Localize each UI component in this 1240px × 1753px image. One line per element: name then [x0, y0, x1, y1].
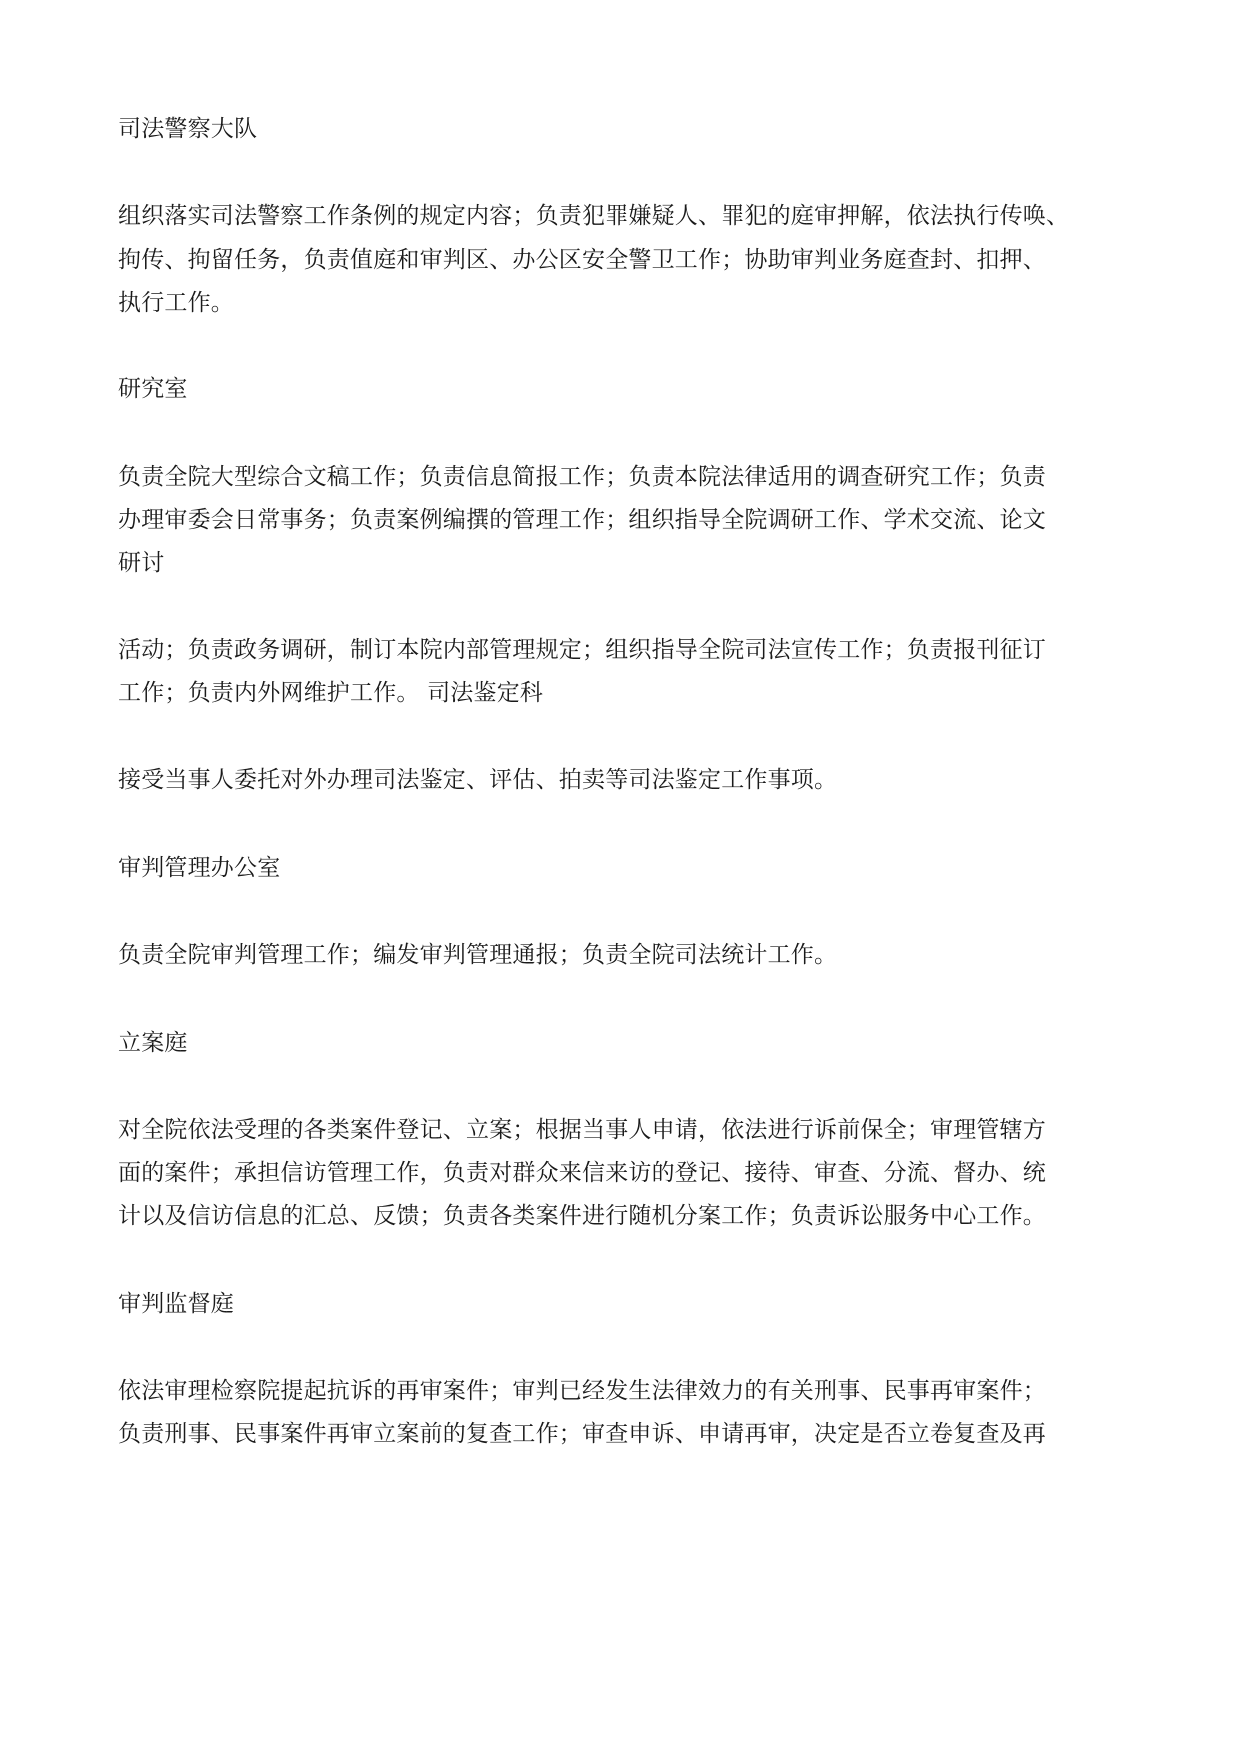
- section-heading-trial-management-office: 审判管理办公室: [118, 855, 281, 881]
- paragraph-line: 负责刑事、民事案件再审立案前的复查工作；审查申诉、申请再审，决定是否立卷复查及再: [118, 1421, 1046, 1447]
- paragraph-line: 办理审委会日常事务；负责案例编撰的管理工作；组织指导全院调研工作、学术交流、论文: [118, 507, 1046, 533]
- paragraph-line: 拘传、拘留任务，负责值庭和审判区、办公区安全警卫工作；协助审判业务庭查封、扣押、: [118, 247, 1046, 273]
- section-heading-filing-division: 立案庭: [118, 1030, 188, 1056]
- paragraph-line: 负责全院审判管理工作；编发审判管理通报；负责全院司法统计工作。: [118, 942, 838, 968]
- paragraph-line: 活动；负责政务调研，制订本院内部管理规定；组织指导全院司法宣传工作；负责报刊征订: [118, 637, 1046, 663]
- section-heading-judicial-police: 司法警察大队: [118, 116, 258, 142]
- paragraph-line: 执行工作。: [118, 290, 234, 316]
- paragraph-line: 对全院依法受理的各类案件登记、立案；根据当事人申请，依法进行诉前保全；审理管辖方: [118, 1117, 1046, 1143]
- paragraph-line: 负责全院大型综合文稿工作；负责信息简报工作；负责本院法律适用的调查研究工作；负责: [118, 464, 1046, 490]
- paragraph-line: 面的案件；承担信访管理工作，负责对群众来信来访的登记、接待、审查、分流、督办、统: [118, 1160, 1046, 1186]
- section-heading-research-office: 研究室: [118, 376, 188, 402]
- paragraph-line: 依法审理检察院提起抗诉的再审案件；审判已经发生法律效力的有关刑事、民事再审案件；: [118, 1378, 1046, 1404]
- paragraph-line: 接受当事人委托对外办理司法鉴定、评估、拍卖等司法鉴定工作事项。: [118, 767, 838, 793]
- section-heading-trial-supervision-division: 审判监督庭: [118, 1291, 234, 1317]
- paragraph-line: 研讨: [118, 550, 165, 576]
- paragraph-line: 组织落实司法警察工作条例的规定内容；负责犯罪嫌疑人、罪犯的庭审押解，依法执行传唤、: [118, 203, 1070, 229]
- paragraph-line: 工作；负责内外网维护工作。 司法鉴定科: [118, 680, 544, 706]
- paragraph-line: 计以及信访信息的汇总、反馈；负责各类案件进行随机分案工作；负责诉讼服务中心工作。: [118, 1203, 1046, 1229]
